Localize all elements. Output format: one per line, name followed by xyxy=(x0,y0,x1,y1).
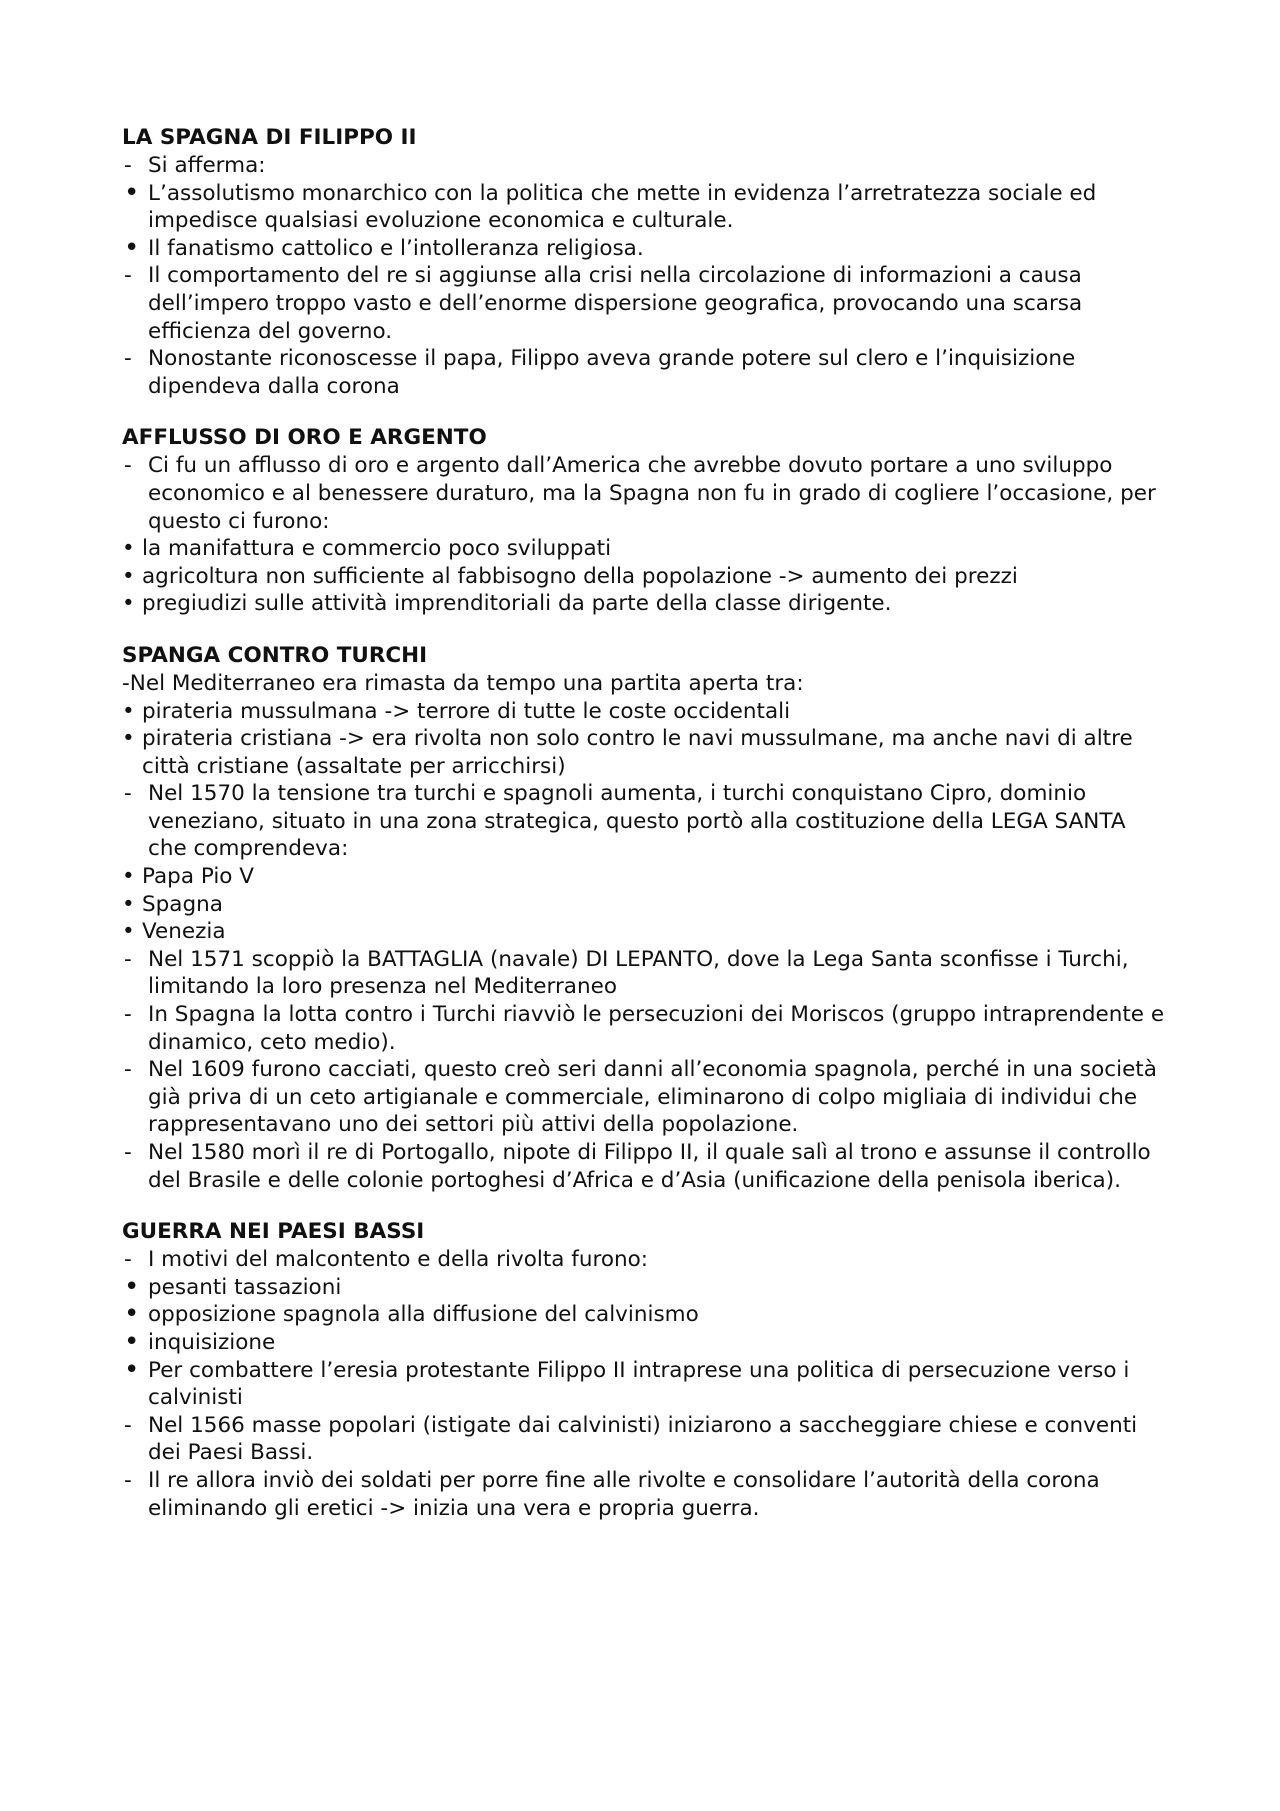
section xyxy=(0,424,1280,618)
list-item-text: agricoltura non sufficiente al fabbisogno della popolazione -> aumento dei prezzi xyxy=(142,563,1018,589)
list-item-text: la manifattura e commercio poco sviluppati xyxy=(142,536,612,562)
list-item-text: inquisizione xyxy=(148,1329,276,1355)
list-item-text: Nel 1580 morì il re di Portogallo, nipote di Filippo II, il quale salì al trono e assunse il controllo del Brasile e delle colonie portoghesi d’Africa e d’Asia (unificazione della penisola iberica). xyxy=(148,1140,1151,1193)
list-item xyxy=(0,177,1280,235)
list-item xyxy=(0,590,1280,618)
list-item xyxy=(0,535,1280,563)
bullet-icon: • xyxy=(124,1271,140,1302)
list-item xyxy=(0,698,1280,726)
list-item-text: Spagna xyxy=(142,891,223,917)
list-item-text: Papa Pio V xyxy=(142,864,254,890)
bullet-icon: • xyxy=(122,698,135,724)
list-item-text: Nonostante riconoscesse il papa, Filippo aveva grande potere sul clero e l’inquisizione dipendeva dalla corona xyxy=(148,346,1076,399)
list-item xyxy=(0,863,1280,891)
list-item xyxy=(0,345,1280,400)
bullet-icon: • xyxy=(122,563,135,589)
list-item xyxy=(0,152,1280,180)
list-item xyxy=(0,1139,1280,1194)
dash-marker: - xyxy=(124,946,132,972)
list-item xyxy=(0,1301,1280,1329)
section-heading: GUERRA NEI PAESI BASSI xyxy=(122,1219,425,1245)
list-item xyxy=(0,262,1280,345)
bullet-icon: • xyxy=(122,864,135,890)
list-item xyxy=(0,918,1280,946)
list-item xyxy=(0,780,1280,863)
list-item xyxy=(0,232,1280,263)
list-item-text: Nel 1571 scoppiò la BATTAGLIA (navale) DI LEPANTO, dove la Lega Santa sconfisse i Turchi, limitando la loro presenza nel Mediterraneo xyxy=(148,946,1129,1000)
list-item-text: Nel 1609 furono cacciati, questo creò seri danni all’economia spagnola, perché in una società già priva di un ceto artigianale e commerciale, eliminarono di colpo migliaia di individui che rappresentavano uno dei settori più attivi della popolazione. xyxy=(148,1057,1157,1138)
list-item-text: -Nel Mediterraneo era rimasta da tempo una partita aperta tra: xyxy=(122,670,804,696)
list-item xyxy=(0,1354,1280,1412)
list-item-text: opposizione spagnola alla diffusione del calvinismo xyxy=(148,1302,699,1328)
section xyxy=(0,642,1280,1194)
dash-marker: - xyxy=(124,1057,132,1083)
list-item xyxy=(0,946,1280,1001)
list-item-text: pesanti tassazioni xyxy=(148,1274,342,1300)
section xyxy=(0,1218,1280,1522)
dash-marker: - xyxy=(124,153,132,178)
list-item-text: Si afferma: xyxy=(148,153,266,178)
list-item xyxy=(0,725,1280,780)
bullet-icon: • xyxy=(124,177,140,208)
bullet-icon: • xyxy=(124,232,140,263)
dash-marker: - xyxy=(124,263,132,289)
dash-marker: - xyxy=(124,1247,132,1273)
list-item-text: pregiudizi sulle attività imprenditoriali da parte della classe dirigente. xyxy=(142,591,892,617)
list-item xyxy=(0,563,1280,591)
dash-marker: - xyxy=(124,1412,132,1438)
list-item-text: Per combattere l’eresia protestante Filippo II intraprese una politica di persecuzione verso i calvinisti xyxy=(148,1357,1130,1411)
list-item-text: Il comportamento del re si aggiunse alla crisi nella circolazione di informazioni a causa dell’impero troppo vasto e dell’enorme dispersione geografica, provocando una scarsa efficienza del governo. xyxy=(148,263,1083,344)
bullet-icon: • xyxy=(122,591,135,617)
list-item xyxy=(0,1056,1280,1139)
list-item-text: Nel 1566 masse popolari (istigate dai calvinisti) iniziarono a saccheggiare chiese e conventi dei Paesi Bassi. xyxy=(148,1412,1138,1466)
list-item xyxy=(0,452,1280,535)
list-item xyxy=(0,1246,1280,1274)
section xyxy=(0,124,1280,400)
list-item-text: Il fanatismo cattolico e l’intolleranza religiosa. xyxy=(148,235,644,261)
bullet-icon: • xyxy=(122,891,135,917)
list-item xyxy=(0,1412,1280,1467)
list-item xyxy=(0,1001,1280,1056)
bullet-icon: • xyxy=(124,1354,140,1385)
list-item-text: In Spagna la lotta contro i Turchi riavviò le persecuzioni dei Moriscos (gruppo intraprendente e dinamico, ceto medio). xyxy=(148,1002,1165,1055)
paragraph-line xyxy=(0,670,1280,698)
list-item xyxy=(0,1271,1280,1302)
bullet-icon: • xyxy=(122,726,135,752)
dash-marker: - xyxy=(124,453,132,479)
bullet-icon: • xyxy=(122,536,135,562)
dash-marker: - xyxy=(124,1002,132,1028)
dash-marker: - xyxy=(124,781,132,807)
list-item-text: I motivi del malcontento e della rivolta furono: xyxy=(148,1247,649,1273)
bullet-icon: • xyxy=(124,1299,140,1330)
list-item xyxy=(0,1467,1280,1522)
list-item-text: L’assolutismo monarchico con la politica che mette in evidenza l’arretratezza sociale ed impedisce qualsiasi evoluzione economica e culturale. xyxy=(148,180,1097,234)
list-item-text: Nel 1570 la tensione tra turchi e spagnoli aumenta, i turchi conquistano Cipro, dominio veneziano, situato in una zona strategica, questo portò alla costituzione della LEGA SANTA che comprendeva: xyxy=(148,781,1126,862)
list-item-text: Ci fu un afflusso di oro e argento dall’America che avrebbe dovuto portare a uno sviluppo economico e al benessere duraturo, ma la Spagna non fu in grado di cogliere l’occasione, per questo ci furono: xyxy=(148,453,1156,534)
list-item-text: Il re allora inviò dei soldati per porre fine alle rivolte e consolidare l’autorità della corona eliminando gli eretici -> inizia una vera e propria guerra. xyxy=(148,1467,1100,1521)
section-heading: AFFLUSSO DI ORO E ARGENTO xyxy=(122,425,487,451)
section-heading: SPANGA CONTRO TURCHI xyxy=(122,642,428,668)
list-item-text: Venezia xyxy=(142,919,226,945)
list-item-text: pirateria mussulmana -> terrore di tutte le coste occidentali xyxy=(142,698,791,724)
list-item-text: pirateria cristiana -> era rivolta non solo contro le navi mussulmane, ma anche navi di altre città cristiane (assaltate per arricchirsi) xyxy=(142,726,1133,779)
dash-marker: - xyxy=(124,1140,132,1165)
list-item xyxy=(0,1326,1280,1357)
bullet-icon: • xyxy=(124,1326,140,1357)
list-item xyxy=(0,891,1280,919)
dash-marker: - xyxy=(124,346,132,372)
document-body xyxy=(0,124,1280,1522)
section-heading: LA SPAGNA DI FILIPPO II xyxy=(122,125,417,150)
dash-marker: - xyxy=(124,1467,132,1493)
bullet-icon: • xyxy=(122,919,135,945)
